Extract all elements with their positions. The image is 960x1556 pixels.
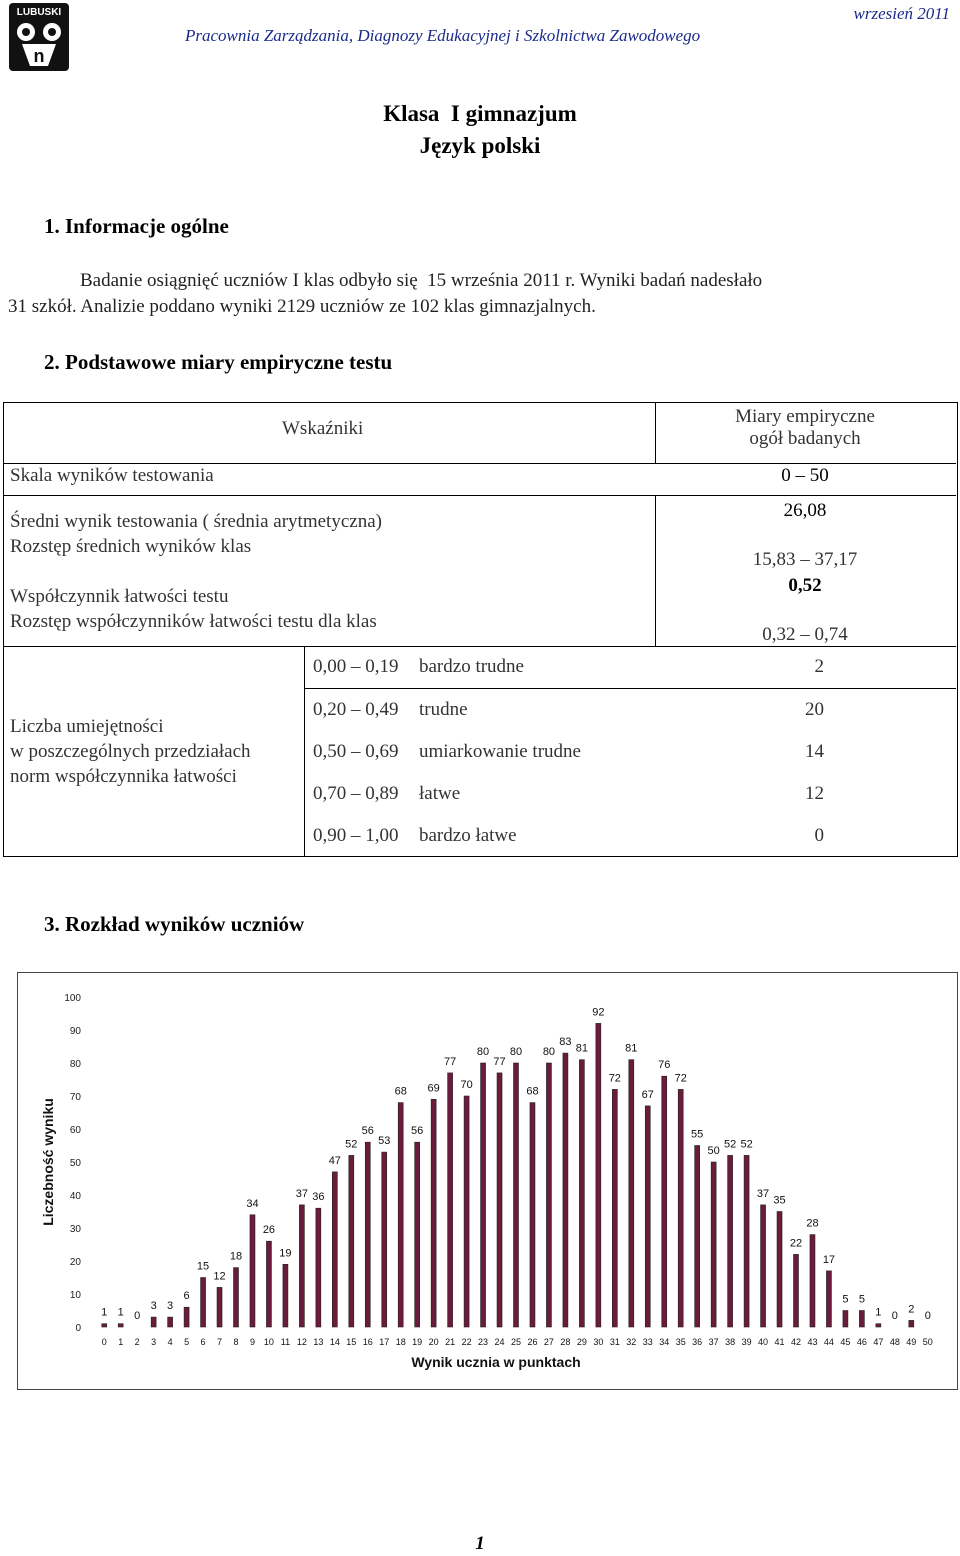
stats-table bbox=[3, 402, 958, 857]
norm-count: 20 bbox=[805, 699, 824, 720]
data-label: 1 bbox=[875, 1306, 882, 1319]
bar bbox=[316, 1208, 321, 1327]
data-label: 26 bbox=[262, 1224, 276, 1237]
y-tick-label: 30 bbox=[69, 1224, 81, 1235]
x-tick-label: 35 bbox=[675, 1337, 686, 1347]
data-label: 0 bbox=[134, 1310, 141, 1322]
bar bbox=[448, 1073, 453, 1327]
data-label: 0 bbox=[924, 1310, 931, 1322]
data-label: 28 bbox=[806, 1217, 819, 1230]
norm-name: bardzo trudne bbox=[419, 656, 524, 677]
bar bbox=[695, 1146, 700, 1328]
data-label: 81 bbox=[575, 1042, 589, 1055]
x-tick-label: 38 bbox=[725, 1337, 736, 1347]
bar bbox=[711, 1162, 716, 1327]
section1-para-line1: Badanie osiągnięć uczniów I klas odbyło się 15 września 2011 r. Wyniki badań nadesłało bbox=[80, 270, 763, 291]
x-tick-label: 1 bbox=[118, 1337, 124, 1347]
data-label: 47 bbox=[328, 1154, 341, 1167]
y-tick-label: 90 bbox=[69, 1026, 81, 1037]
x-axis-title: Wynik ucznia w punktach bbox=[411, 1354, 581, 1370]
x-tick-label: 11 bbox=[280, 1337, 291, 1347]
x-tick-label: 45 bbox=[840, 1337, 851, 1347]
y-tick-label: 10 bbox=[69, 1290, 81, 1301]
norm-range: 0,00 – 0,19 bbox=[313, 656, 399, 677]
data-label: 15 bbox=[196, 1260, 210, 1273]
bar bbox=[184, 1307, 189, 1327]
data-label: 5 bbox=[842, 1293, 849, 1306]
bar bbox=[102, 1324, 107, 1327]
data-label: 1 bbox=[117, 1306, 124, 1319]
bar bbox=[629, 1060, 634, 1327]
norm-name: trudne bbox=[419, 699, 468, 720]
y-axis-title: Liczebność wyniku bbox=[40, 1098, 56, 1226]
bar bbox=[464, 1096, 469, 1327]
bar bbox=[645, 1106, 650, 1327]
norm-range: 0,50 – 0,69 bbox=[313, 741, 399, 762]
norm-name: bardzo łatwe bbox=[419, 825, 517, 846]
bar bbox=[678, 1089, 683, 1327]
section1-para-line2: 31 szkół. Analizie poddano wyniki 2129 uczniów ze 102 klas gimnazjalnych. bbox=[8, 296, 596, 317]
x-tick-label: 32 bbox=[626, 1337, 637, 1347]
bar bbox=[876, 1324, 881, 1327]
x-tick-label: 27 bbox=[543, 1337, 554, 1347]
bar bbox=[777, 1212, 782, 1328]
data-label: 53 bbox=[378, 1135, 391, 1148]
bar bbox=[118, 1324, 123, 1327]
data-label: 81 bbox=[625, 1042, 638, 1055]
table-divider bbox=[304, 688, 956, 689]
table-divider bbox=[4, 463, 956, 464]
title-line2: Język polski bbox=[419, 133, 541, 158]
data-label: 5 bbox=[858, 1293, 865, 1306]
data-label: 37 bbox=[295, 1187, 309, 1200]
bar bbox=[579, 1060, 584, 1327]
data-label: 35 bbox=[773, 1194, 786, 1207]
bar bbox=[382, 1152, 387, 1327]
x-tick-label: 3 bbox=[151, 1337, 157, 1347]
data-label: 37 bbox=[756, 1187, 770, 1200]
y-tick-label: 70 bbox=[69, 1092, 81, 1103]
bar bbox=[234, 1268, 239, 1327]
x-tick-label: 9 bbox=[249, 1337, 255, 1347]
data-label: 72 bbox=[608, 1072, 621, 1085]
header-miary-line1: Miary empiryczne bbox=[735, 406, 875, 427]
bar bbox=[612, 1089, 617, 1327]
norm-name: łatwe bbox=[419, 783, 461, 804]
bar bbox=[596, 1023, 601, 1327]
norms-label-line1: Liczba umiejętności bbox=[10, 716, 164, 737]
data-label: 77 bbox=[443, 1055, 457, 1068]
norm-count: 2 bbox=[814, 656, 824, 677]
bar bbox=[332, 1172, 337, 1327]
data-label: 68 bbox=[526, 1085, 539, 1098]
table-divider bbox=[304, 646, 305, 856]
y-tick-label: 40 bbox=[69, 1191, 81, 1202]
x-tick-label: 29 bbox=[576, 1337, 587, 1347]
section1-heading: 1. Informacje ogólne bbox=[44, 214, 229, 238]
data-label: 77 bbox=[493, 1055, 506, 1068]
y-tick-label: 60 bbox=[69, 1125, 81, 1136]
bar bbox=[151, 1317, 156, 1327]
header-date: wrzesień 2011 bbox=[853, 4, 950, 23]
x-tick-label: 21 bbox=[445, 1337, 456, 1347]
x-tick-label: 0 bbox=[101, 1337, 107, 1347]
data-label: 22 bbox=[789, 1237, 803, 1250]
bar bbox=[497, 1073, 502, 1327]
x-tick-label: 49 bbox=[906, 1337, 917, 1347]
document-title bbox=[0, 98, 960, 162]
x-tick-label: 17 bbox=[379, 1337, 390, 1347]
rozstep-sr-label: Rozstęp średnich wyników klas bbox=[10, 536, 252, 557]
x-tick-label: 26 bbox=[527, 1337, 538, 1347]
bar bbox=[217, 1287, 222, 1327]
y-tick-label: 0 bbox=[75, 1323, 81, 1334]
lubuski-logo bbox=[8, 2, 70, 72]
bar bbox=[826, 1271, 831, 1327]
x-tick-label: 6 bbox=[200, 1337, 206, 1347]
section3-heading: 3. Rozkład wyników uczniów bbox=[44, 912, 305, 936]
x-tick-label: 23 bbox=[478, 1337, 489, 1347]
x-tick-label: 12 bbox=[296, 1337, 307, 1347]
x-tick-label: 48 bbox=[889, 1337, 900, 1347]
norm-range: 0,20 – 0,49 bbox=[313, 699, 399, 720]
bar bbox=[168, 1317, 173, 1327]
x-tick-label: 33 bbox=[642, 1337, 653, 1347]
x-tick-label: 14 bbox=[329, 1337, 340, 1347]
norm-range: 0,70 – 0,89 bbox=[313, 783, 399, 804]
x-tick-label: 20 bbox=[428, 1337, 439, 1347]
data-label: 67 bbox=[641, 1088, 654, 1101]
wsp-label: Współczynnik łatwości testu bbox=[10, 586, 229, 607]
data-label: 3 bbox=[150, 1300, 157, 1313]
bar bbox=[909, 1320, 914, 1327]
norms-label-line3: norm współczynnika łatwości bbox=[10, 766, 237, 787]
x-tick-label: 10 bbox=[263, 1337, 274, 1347]
data-label: 52 bbox=[740, 1138, 753, 1151]
bar bbox=[398, 1103, 403, 1327]
x-tick-label: 42 bbox=[790, 1337, 802, 1347]
bar bbox=[810, 1235, 815, 1327]
bar bbox=[744, 1155, 749, 1327]
rozstep-wsp-label: Rozstęp współczynników łatwości testu dla klas bbox=[10, 611, 377, 632]
norms-label-line2: w poszczególnych przedziałach bbox=[10, 741, 251, 762]
table-divider bbox=[4, 646, 956, 647]
bar bbox=[843, 1311, 848, 1328]
y-tick-label: 20 bbox=[69, 1257, 81, 1268]
x-tick-label: 44 bbox=[823, 1337, 834, 1347]
data-label: 6 bbox=[183, 1290, 190, 1303]
skala-label: Skala wyników testowania bbox=[10, 465, 214, 486]
data-label: 70 bbox=[460, 1079, 473, 1091]
table-divider bbox=[4, 495, 956, 496]
section2-heading: 2. Podstawowe miary empiryczne testu bbox=[44, 350, 393, 374]
x-tick-label: 31 bbox=[609, 1337, 620, 1347]
x-tick-label: 34 bbox=[659, 1337, 670, 1347]
bar bbox=[349, 1155, 354, 1327]
sredni-label: Średni wynik testowania ( średnia arytmetyczna) bbox=[10, 511, 382, 532]
data-label: 2 bbox=[908, 1303, 915, 1316]
wsp-value: 0,52 bbox=[788, 575, 822, 596]
data-label: 34 bbox=[246, 1197, 259, 1210]
bar bbox=[365, 1142, 370, 1327]
bar bbox=[859, 1311, 864, 1328]
rozstep-sr-value: 15,83 – 37,17 bbox=[752, 549, 858, 570]
x-tick-label: 18 bbox=[395, 1337, 406, 1347]
data-label: 1 bbox=[101, 1306, 108, 1319]
norm-name: umiarkowanie trudne bbox=[419, 741, 581, 762]
y-tick-label: 50 bbox=[69, 1158, 81, 1169]
norm-count: 14 bbox=[805, 741, 824, 762]
header-organization: Pracownia Zarządzania, Diagnozy Edukacyjnej i Szkolnictwa Zawodowego bbox=[185, 26, 701, 45]
x-tick-label: 15 bbox=[346, 1337, 357, 1347]
data-label: 56 bbox=[361, 1125, 374, 1138]
bar bbox=[415, 1142, 420, 1327]
header-wskazniki: Wskaźniki bbox=[282, 418, 364, 439]
bar bbox=[201, 1278, 206, 1328]
x-tick-label: 50 bbox=[922, 1337, 933, 1347]
data-label: 19 bbox=[279, 1247, 292, 1260]
data-label: 52 bbox=[723, 1138, 737, 1151]
norm-range: 0,90 – 1,00 bbox=[313, 825, 399, 846]
sredni-value: 26,08 bbox=[783, 500, 827, 521]
data-label: 12 bbox=[213, 1270, 226, 1283]
data-label: 83 bbox=[559, 1036, 572, 1049]
skala-value: 0 – 50 bbox=[781, 465, 829, 486]
norm-count: 12 bbox=[805, 783, 824, 804]
data-label: 68 bbox=[394, 1085, 407, 1098]
x-tick-label: 39 bbox=[741, 1337, 752, 1347]
bar bbox=[283, 1264, 288, 1327]
data-label: 17 bbox=[822, 1253, 836, 1266]
data-label: 92 bbox=[592, 1006, 605, 1019]
norm-count: 0 bbox=[814, 825, 824, 846]
x-tick-label: 8 bbox=[233, 1337, 239, 1347]
x-tick-label: 5 bbox=[184, 1337, 190, 1347]
data-label: 0 bbox=[891, 1310, 898, 1322]
x-tick-label: 16 bbox=[362, 1337, 373, 1347]
data-label: 50 bbox=[707, 1145, 720, 1157]
x-tick-label: 43 bbox=[807, 1337, 818, 1347]
bar bbox=[530, 1103, 535, 1327]
data-label: 55 bbox=[691, 1128, 704, 1141]
page-number: 1 bbox=[475, 1533, 485, 1554]
bar bbox=[514, 1063, 519, 1327]
x-tick-label: 22 bbox=[461, 1337, 472, 1347]
bar bbox=[250, 1215, 255, 1327]
y-tick-label: 100 bbox=[64, 993, 81, 1004]
x-tick-label: 13 bbox=[313, 1337, 324, 1347]
x-tick-label: 7 bbox=[217, 1337, 223, 1347]
norms-label bbox=[10, 714, 251, 789]
x-tick-label: 28 bbox=[560, 1337, 571, 1347]
x-tick-label: 19 bbox=[412, 1337, 423, 1347]
data-label: 36 bbox=[312, 1191, 325, 1204]
data-label: 3 bbox=[167, 1300, 174, 1313]
svg-text:LUBUSKI: LUBUSKI bbox=[16, 7, 62, 18]
x-tick-label: 41 bbox=[774, 1337, 785, 1347]
x-tick-label: 47 bbox=[873, 1337, 884, 1347]
x-tick-label: 2 bbox=[134, 1337, 140, 1347]
bar bbox=[761, 1205, 766, 1327]
distribution-chart bbox=[17, 972, 958, 1390]
chart-svg bbox=[18, 973, 957, 1389]
data-label: 76 bbox=[658, 1059, 671, 1072]
bar bbox=[266, 1241, 271, 1327]
x-tick-label: 46 bbox=[856, 1337, 867, 1347]
x-tick-label: 37 bbox=[708, 1337, 719, 1347]
data-label: 80 bbox=[476, 1046, 490, 1058]
data-label: 52 bbox=[345, 1138, 358, 1151]
rozstep-wsp-value: 0,32 – 0,74 bbox=[762, 624, 848, 645]
data-label: 80 bbox=[542, 1046, 556, 1058]
bar bbox=[794, 1254, 799, 1327]
bar bbox=[299, 1205, 304, 1327]
bar bbox=[563, 1053, 568, 1327]
svg-text:n: n bbox=[33, 46, 45, 66]
y-tick-label: 80 bbox=[69, 1059, 81, 1070]
data-label: 69 bbox=[427, 1082, 440, 1095]
data-label: 18 bbox=[229, 1250, 243, 1263]
bar bbox=[662, 1076, 667, 1327]
x-tick-label: 40 bbox=[758, 1337, 769, 1347]
header-miary-line2: ogół badanych bbox=[749, 428, 861, 449]
data-label: 56 bbox=[411, 1125, 424, 1138]
x-tick-label: 30 bbox=[593, 1337, 604, 1347]
bar bbox=[481, 1063, 486, 1327]
bar bbox=[728, 1155, 733, 1327]
x-tick-label: 4 bbox=[167, 1337, 173, 1347]
bar bbox=[546, 1063, 551, 1327]
x-tick-label: 36 bbox=[692, 1337, 703, 1347]
data-label: 80 bbox=[509, 1046, 523, 1058]
data-label: 72 bbox=[674, 1072, 687, 1085]
header-miary bbox=[655, 406, 955, 450]
bar bbox=[431, 1099, 436, 1327]
title-line1: Klasa I gimnazjum bbox=[383, 101, 577, 126]
x-tick-label: 25 bbox=[510, 1337, 522, 1347]
x-tick-label: 24 bbox=[494, 1337, 505, 1347]
